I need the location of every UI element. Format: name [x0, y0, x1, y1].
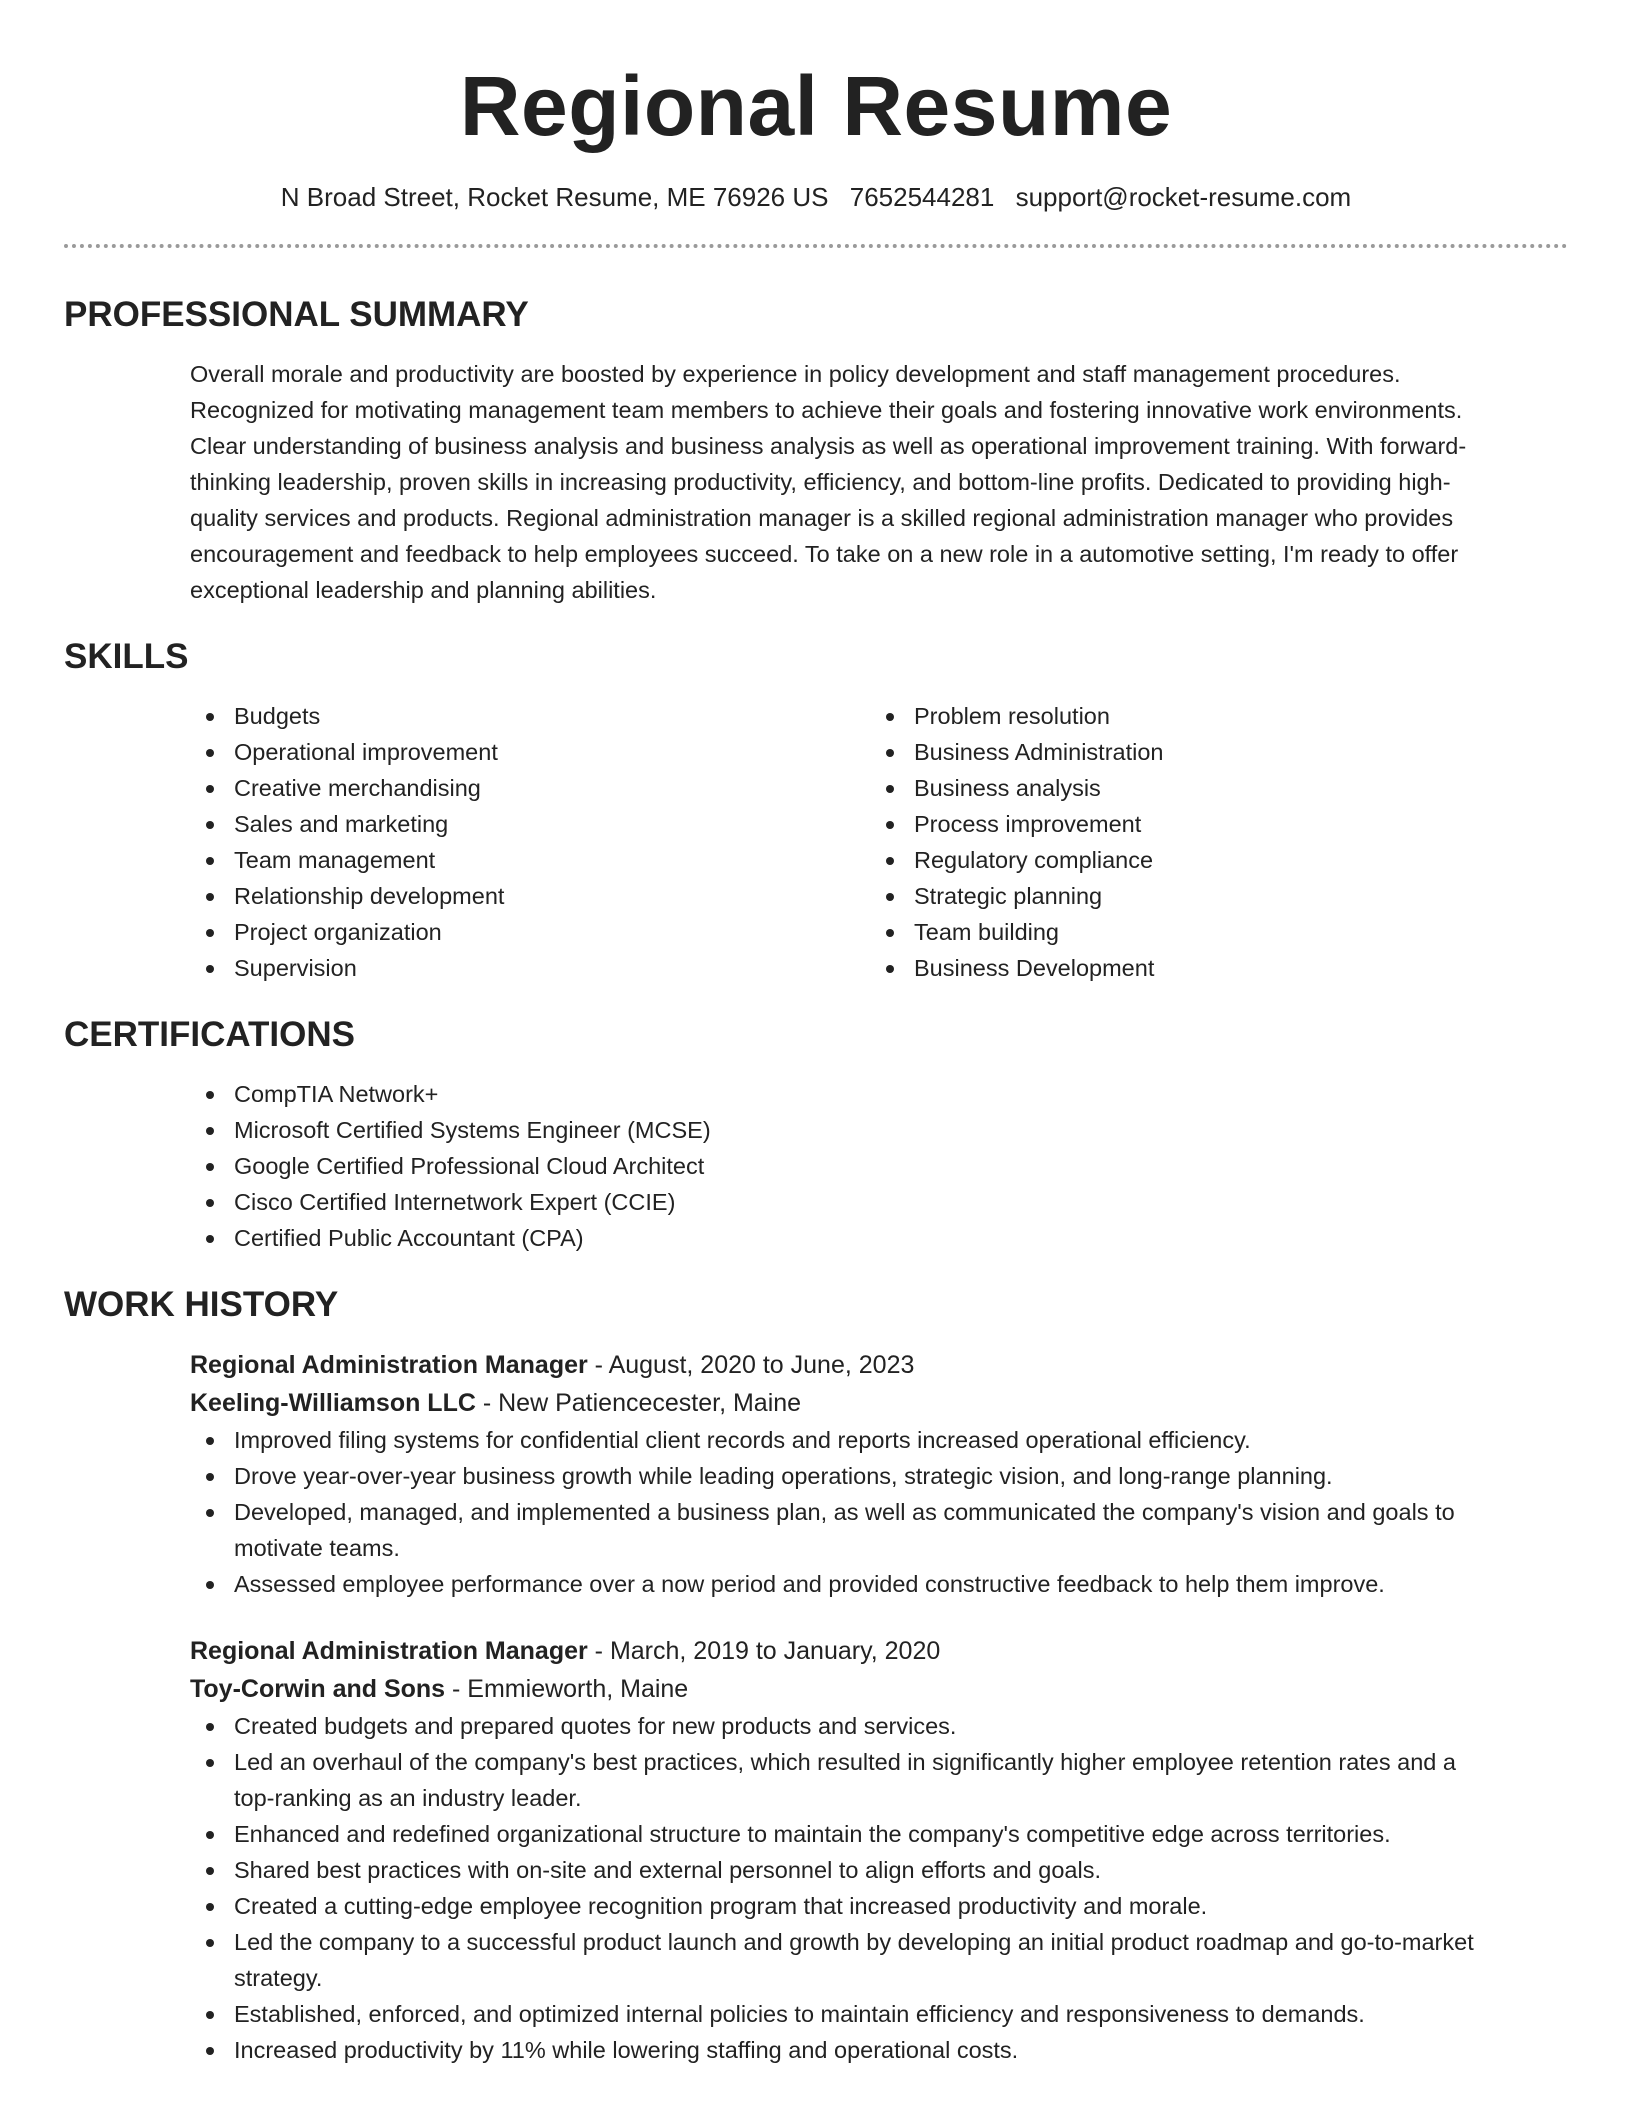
certifications-list	[190, 1076, 1568, 1256]
job-bullet-text: motivate teams.	[234, 1535, 400, 1561]
job-bullet-text: Increased productivity by 11% while lowering staffing and operational costs.	[234, 2037, 1019, 2063]
skill-item: Relationship development	[190, 878, 870, 914]
skill-item: Strategic planning	[870, 878, 1550, 914]
skill-item: Operational improvement	[190, 734, 870, 770]
skill-item: Team management	[190, 842, 870, 878]
certifications-title: CERTIFICATIONS	[64, 1015, 356, 1054]
work-history-section	[64, 1284, 1568, 2068]
job-bullet-text: strategy.	[234, 1965, 323, 1991]
resume-header	[64, 0, 1568, 248]
job-company: Keeling-Williamson LLC	[190, 1389, 476, 1417]
contact-line	[64, 180, 1568, 214]
job-bullet-text: Led an overhaul of the company's best practices, which resulted in significantly higher employee retention rates and a	[234, 1749, 1456, 1775]
job-entry	[190, 1632, 1568, 2068]
summary-line: Recognized for motivating management team members to achieve their goals and fostering innovative work environments.	[190, 397, 1463, 423]
job-bullet	[190, 1924, 1568, 1996]
job-company-line	[190, 1384, 1568, 1422]
summary-line: Clear understanding of business analysis and business analysis as well as operational improvement training. With forward-	[190, 433, 1467, 459]
job-bullet	[190, 1708, 1568, 1744]
certifications-section	[64, 1014, 1568, 1256]
summary-line: quality services and products. Regional administration manager is a skilled regional administration manager who provides	[190, 505, 1454, 531]
summary-text	[190, 356, 1568, 608]
job-bullet	[190, 1494, 1568, 1566]
job-location: - New Patiencecester, Maine	[475, 1389, 802, 1417]
job-bullet-text: Developed, managed, and implemented a business plan, as well as communicated the company's vision and goals to	[234, 1499, 1455, 1525]
job-role: Regional Administration Manager	[190, 1351, 588, 1379]
job-bullet	[190, 1888, 1568, 1924]
summary-section	[64, 294, 1568, 608]
summary-body	[190, 356, 1568, 608]
skill-item: Problem resolution	[870, 698, 1550, 734]
job-role-line	[190, 1632, 1568, 1670]
certification-item: Google Certified Professional Cloud Architect	[190, 1148, 1568, 1184]
certification-item: Cisco Certified Internetwork Expert (CCIE)	[190, 1184, 1568, 1220]
job-location: - Emmieworth, Maine	[445, 1675, 689, 1703]
summary-title: PROFESSIONAL SUMMARY	[64, 295, 529, 334]
summary-line: Overall morale and productivity are boosted by experience in policy development and staff management procedures.	[190, 361, 1401, 387]
job-role: Regional Administration Manager	[190, 1637, 588, 1665]
skills-list-right	[870, 698, 1550, 986]
skill-item: Supervision	[190, 950, 870, 986]
contact-phone: 7652544281	[849, 182, 995, 212]
summary-line: exceptional leadership and planning abilities.	[190, 577, 657, 603]
skills-grid	[190, 698, 1568, 986]
job-bullet-text: Created a cutting-edge employee recognition program that increased productivity and morale.	[234, 1893, 1208, 1919]
job-bullets	[190, 1708, 1568, 2068]
job-bullet-text: Shared best practices with on-site and external personnel to align efforts and goals.	[234, 1857, 1101, 1883]
skill-item: Creative merchandising	[190, 770, 870, 806]
skill-item: Budgets	[190, 698, 870, 734]
job-bullet	[190, 1458, 1568, 1494]
skill-item: Sales and marketing	[190, 806, 870, 842]
skill-item: Business Development	[870, 950, 1550, 986]
contact-address: N Broad Street, Rocket Resume, ME 76926 US	[280, 182, 829, 212]
certification-item: Certified Public Accountant (CPA)	[190, 1220, 1568, 1256]
job-company-line	[190, 1670, 1568, 1708]
skill-item: Business analysis	[870, 770, 1550, 806]
job-bullet	[190, 1744, 1568, 1816]
contact-email: support@rocket-resume.com	[1015, 182, 1352, 212]
job-bullet	[190, 1852, 1568, 1888]
work-history-title: WORK HISTORY	[64, 1285, 339, 1324]
skill-item: Process improvement	[870, 806, 1550, 842]
summary-line: thinking leadership, proven skills in increasing productivity, efficiency, and bottom-line profits. Dedicated to providing high-	[190, 469, 1451, 495]
job-bullet	[190, 1566, 1568, 1602]
job-entry	[190, 1346, 1568, 1602]
skills-section	[64, 636, 1568, 986]
job-bullet-text: top-ranking as an industry leader.	[234, 1785, 582, 1811]
skill-item: Business Administration	[870, 734, 1550, 770]
certifications-body	[190, 1076, 1568, 1256]
skill-item: Project organization	[190, 914, 870, 950]
candidate-name: Regional Resume	[459, 59, 1173, 153]
job-dates: - August, 2020 to June, 2023	[587, 1351, 915, 1379]
resume-page	[64, 0, 1568, 2068]
skill-item: Regulatory compliance	[870, 842, 1550, 878]
job-role-line	[190, 1346, 1568, 1384]
job-bullet-text: Created budgets and prepared quotes for new products and services.	[234, 1713, 957, 1739]
job-bullet	[190, 1422, 1568, 1458]
summary-line: encouragement and feedback to help employees succeed. To take on a new role in a automotive setting, I'm ready to offer	[190, 541, 1459, 567]
job-bullet-text: Drove year-over-year business growth while leading operations, strategic vision, and long-range planning.	[234, 1463, 1333, 1489]
skills-title: SKILLS	[64, 637, 189, 676]
job-dates: - March, 2019 to January, 2020	[587, 1637, 941, 1665]
job-company: Toy-Corwin and Sons	[190, 1675, 446, 1703]
job-bullet-text: Led the company to a successful product launch and growth by developing an initial product roadmap and go-to-market	[234, 1929, 1474, 1955]
job-bullet-text: Assessed employee performance over a now period and provided constructive feedback to help them improve.	[234, 1571, 1385, 1597]
skill-item: Team building	[870, 914, 1550, 950]
job-bullet-text: Established, enforced, and optimized internal policies to maintain efficiency and responsiveness to demands.	[234, 2001, 1365, 2027]
job-bullet-text: Enhanced and redefined organizational structure to maintain the company's competitive edge across territories.	[234, 1821, 1391, 1847]
job-bullet	[190, 1816, 1568, 1852]
certification-item: Microsoft Certified Systems Engineer (MCSE)	[190, 1112, 1568, 1148]
job-bullet	[190, 2032, 1568, 2068]
job-bullet	[190, 1996, 1568, 2032]
header-divider	[64, 244, 1568, 248]
skills-list-left	[190, 698, 870, 986]
job-bullets	[190, 1422, 1568, 1602]
job-bullet-text: Improved filing systems for confidential client records and reports increased operational efficiency.	[234, 1427, 1251, 1453]
certification-item: CompTIA Network+	[190, 1076, 1568, 1112]
